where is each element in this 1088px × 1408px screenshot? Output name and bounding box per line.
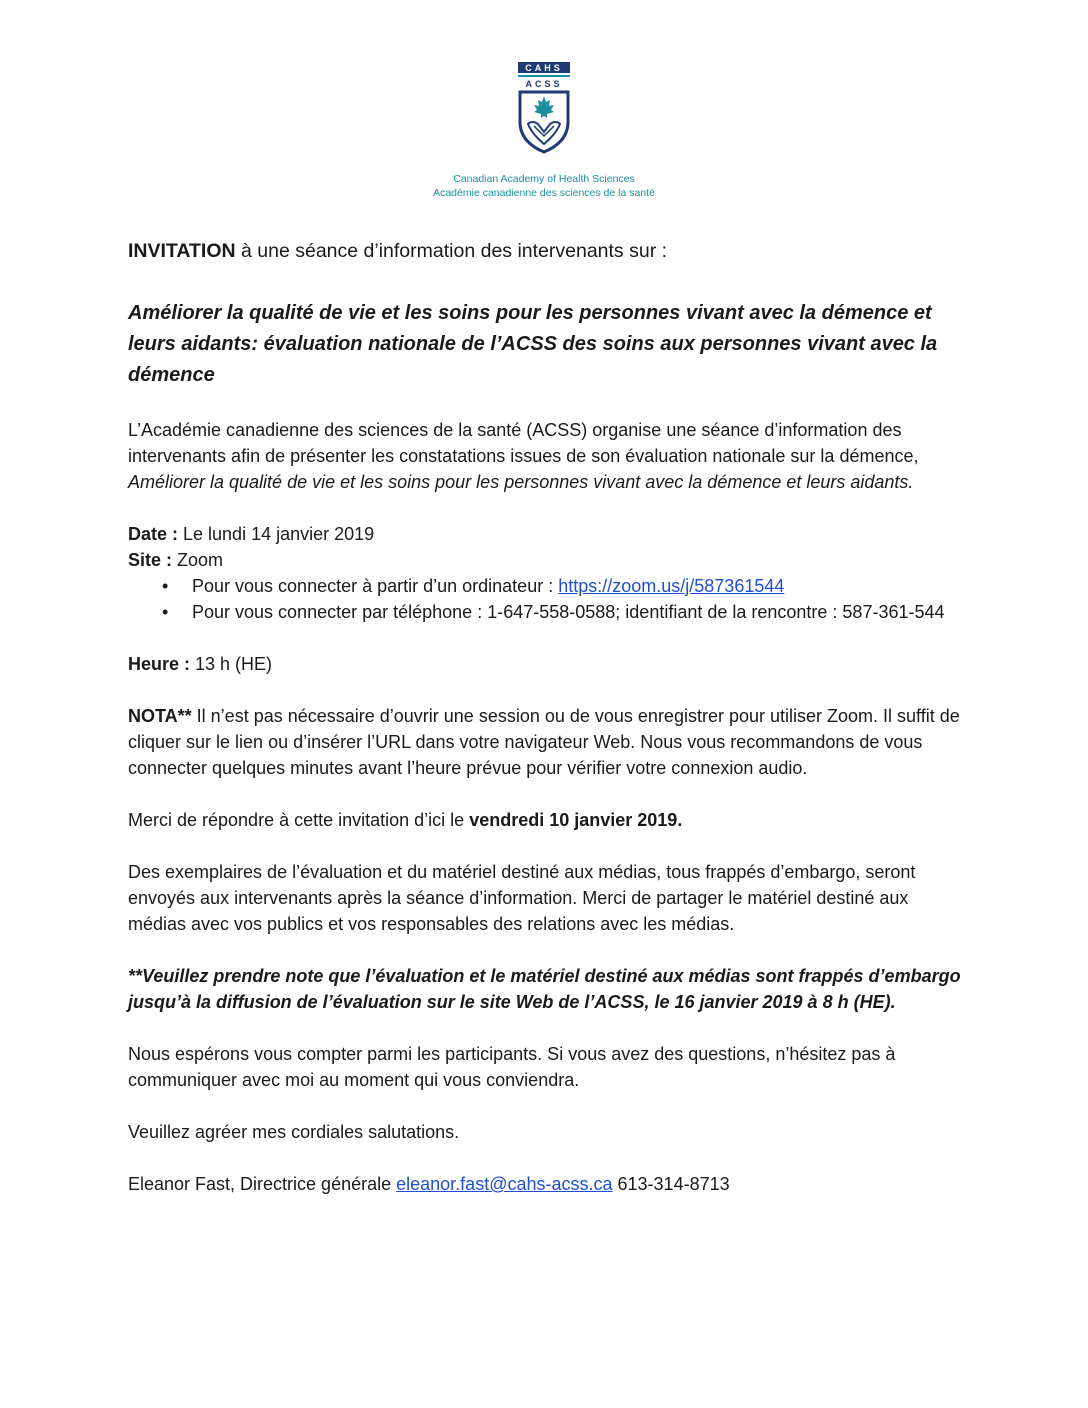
letter-body xyxy=(128,236,968,1197)
closing-line: Veuillez agréer mes cordiales salutations. xyxy=(128,1122,460,1142)
time-label: Heure : xyxy=(128,654,191,674)
rsvp-date: vendredi 10 janvier 2019. xyxy=(469,810,683,830)
intro-text: L’Académie canadienne des sciences de la santé (ACSS) organise une séance d’information des intervenants afin de présenter les constatations issues de son évaluation nationale sur la démence, xyxy=(128,420,919,466)
site-value: Zoom xyxy=(172,550,224,570)
phone-connect-text: Pour vous connecter par téléphone : 1-647-558-0588; identifiant de la rencontre : 587-361-544 xyxy=(192,602,945,622)
nota-text: Il n’est pas nécessaire d’ouvrir une session ou de vous enregistrer pour utiliser Zoom. Il suffit de cliquer sur le lien ou d’insérer l’URL dans votre navigateur Web. Nous vous recommandons de vous connecter quelques minutes avant l’heure prévue pour vérifier votre connexion audio. xyxy=(128,706,960,778)
invitation-label: INVITATION xyxy=(128,240,236,262)
invitation-line xyxy=(128,236,968,266)
site-label: Site : xyxy=(128,550,173,570)
time-value: 13 h (HE) xyxy=(190,654,273,674)
list-item-phone xyxy=(128,599,968,625)
intro-report-title: Améliorer la qualité de vie et les soins pour les personnes vivant avec la démence et leurs aidants. xyxy=(128,472,914,492)
nota-paragraph xyxy=(128,703,968,781)
connection-list xyxy=(128,573,968,625)
date-line xyxy=(128,521,968,547)
invitation-text: à une séance d’information des intervenants sur : xyxy=(235,240,668,262)
time-line xyxy=(128,651,968,677)
rsvp-paragraph xyxy=(128,807,968,833)
date-value: Le lundi 14 janvier 2019 xyxy=(178,524,375,544)
signatory-name: Eleanor Fast, Directrice générale xyxy=(128,1174,397,1194)
cahs-acss-logo xyxy=(0,60,1088,200)
computer-connect-text: Pour vous connecter à partir d’un ordinateur : xyxy=(192,576,559,596)
site-line xyxy=(128,547,968,573)
bullet-icon: • xyxy=(162,602,169,622)
signature-line xyxy=(128,1171,968,1197)
nota-label: NOTA** xyxy=(128,706,192,726)
intro-paragraph xyxy=(128,417,968,495)
date-label: Date : xyxy=(128,524,179,544)
embargo-notice: **Veuillez prendre note que l’évaluation et le matériel destiné aux médias sont frappés d’embargo jusqu’à la diffusion de l’évaluation sur le site Web de l’ACSS, le 16 janvier 2019 à 8 h (HE). xyxy=(128,966,961,1012)
org-name-english: Canadian Academy of Health Sciences xyxy=(453,173,635,185)
bullet-icon: • xyxy=(162,576,169,596)
zoom-link[interactable]: https://zoom.us/j/587361544 xyxy=(558,576,785,596)
svg-text:ACSS: ACSS xyxy=(525,79,563,89)
session-title: Améliorer la qualité de vie et les soins pour les personnes vivant avec la démence et leurs aidants: évaluation nationale de l’ACSS des soins aux personnes vivant avec la démence xyxy=(128,302,938,386)
svg-text:CAHS: CAHS xyxy=(525,63,563,73)
signatory-phone: 613-314-8713 xyxy=(612,1174,730,1194)
rsvp-text: Merci de répondre à cette invitation d’ici le xyxy=(128,810,470,830)
hope-paragraph: Nous espérons vous compter parmi les participants. Si vous avez des questions, n’hésitez pas à communiquer avec moi au moment qui vous conviendra. xyxy=(128,1044,896,1090)
copies-paragraph: Des exemplaires de l’évaluation et du matériel destiné aux médias, tous frappés d’embargo, seront envoyés aux intervenants après la séance d’information. Merci de partager le matériel destiné aux médias avec vos publics et vos responsables des relations avec les médias. xyxy=(128,862,916,934)
org-name-french: Académie canadienne des sciences de la santé xyxy=(433,187,655,199)
cahs-shield-icon xyxy=(516,60,572,156)
list-item-computer xyxy=(128,573,968,599)
email-link[interactable]: eleanor.fast@cahs-acss.ca xyxy=(396,1174,613,1194)
